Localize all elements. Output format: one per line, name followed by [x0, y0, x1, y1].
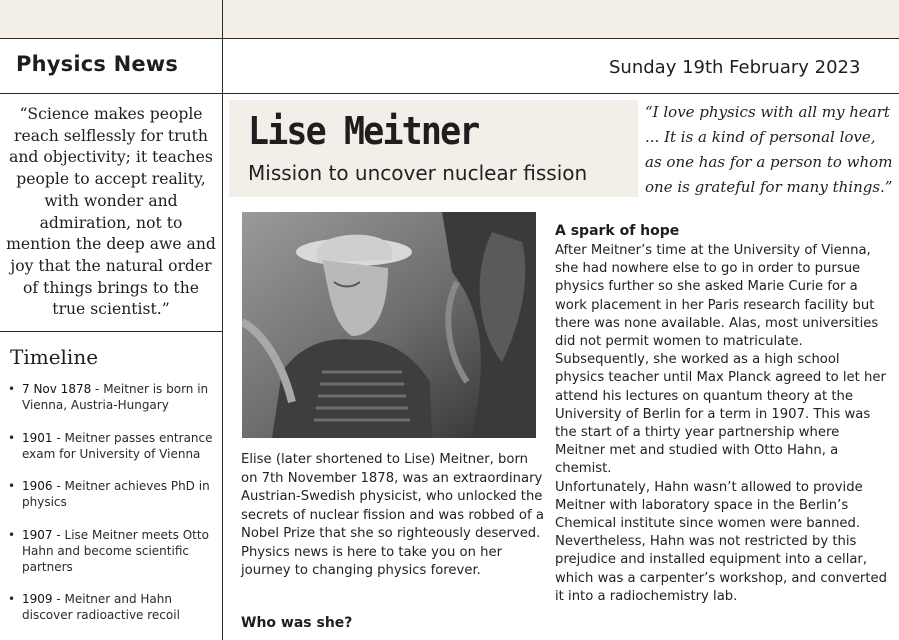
timeline-text: - Meitner and Hahn discover radioactive recoil: [22, 592, 180, 622]
timeline-year: 1901: [22, 430, 53, 445]
article-body: [555, 242, 891, 606]
portrait-photo-icon: [242, 212, 536, 438]
portrait-photo: [242, 212, 536, 438]
timeline-item: [6, 527, 218, 575]
top-banner: [0, 0, 899, 39]
article-paragraph: Unfortunately, Hahn wasn’t allowed to provide Meitner with laboratory space in the Berlin’s Chemical institute since women were banned. Nevertheless, Hahn was not restricted by this prejudice and installed equipment into a cellar, which was a carpenter’s workshop, and converted it into a radiochemistry lab.: [555, 479, 888, 604]
bullet-icon: •: [8, 527, 16, 542]
timeline-item: [6, 591, 218, 623]
sidebar-quote: “Science makes people reach selflessly for truth and objectivity; it teaches people to accept reality, with wonder and admiration, not to mention the deep awe and joy that the natural order of things brings to the true scientist.”: [6, 105, 216, 319]
section-heading-who: Who was she?: [241, 615, 353, 631]
pull-quote: “I love physics with all my heart ... It is a kind of personal love, as one has for a person to whom one is grateful for many things.”: [645, 103, 893, 196]
timeline-text: - Meitner achieves PhD in physics: [22, 479, 210, 509]
timeline-text: - Lise Meitner meets Otto Hahn and become scientific partners: [22, 527, 209, 574]
timeline-year: 7 Nov 1878: [22, 382, 92, 396]
bullet-icon: •: [8, 479, 16, 493]
timeline-item: [6, 430, 218, 462]
issue-date: Sunday 19th February 2023: [609, 57, 861, 78]
article-paragraph: After Meitner’s time at the University of Vienna, she had nowhere else to go in order to pursue physics further so she asked Marie Curie for a work placement in her Paris research facility but there was none available. Alas, most universities did not permit women to matriculate.: [555, 243, 879, 350]
timeline-year: 1909: [22, 592, 53, 606]
timeline-year: 1906: [22, 479, 53, 493]
timeline-year: 1907: [22, 527, 53, 542]
bullet-icon: •: [8, 382, 16, 396]
section-heading-spark: A spark of hope: [555, 223, 680, 239]
article-headline: Lise Meitner: [248, 109, 479, 153]
timeline-text: - Meitner is born in Vienna, Austria-Hungary: [22, 382, 209, 412]
bullet-icon: •: [8, 592, 16, 606]
timeline-item: [6, 478, 218, 510]
header-rule-main: [222, 93, 899, 94]
article-intro: Elise (later shortened to Lise) Meitner, born on 7th November 1878, was an extraordinary Austrian-Swedish physicist, who unlocked the secrets of nuclear fission and was robbed of a Nobel Prize that she so righteously deserved. Physics news is here to take you on her journey to changing physics forever.: [241, 452, 544, 578]
article-subheadline: Mission to uncover nuclear fission: [248, 161, 588, 185]
header-rule-left: [0, 93, 222, 94]
article-paragraph: Subsequently, she worked as a high school physics teacher until Max Planck agreed to let her attend his lectures on quantum theory at the University of Berlin for a term in 1907. This was the start of a thirty year partnership where Meitner met and studied with Otto Hahn, a chemist.: [555, 352, 886, 477]
quote-rule: [0, 331, 222, 332]
publication-name: Physics News: [16, 52, 179, 76]
timeline-text: - Meitner passes entrance exam for University of Vienna: [22, 430, 213, 461]
bullet-icon: •: [8, 430, 16, 445]
column-divider: [222, 0, 223, 640]
timeline-title: Timeline: [10, 345, 99, 369]
timeline-item: [6, 381, 218, 413]
timeline-list: [6, 381, 218, 640]
